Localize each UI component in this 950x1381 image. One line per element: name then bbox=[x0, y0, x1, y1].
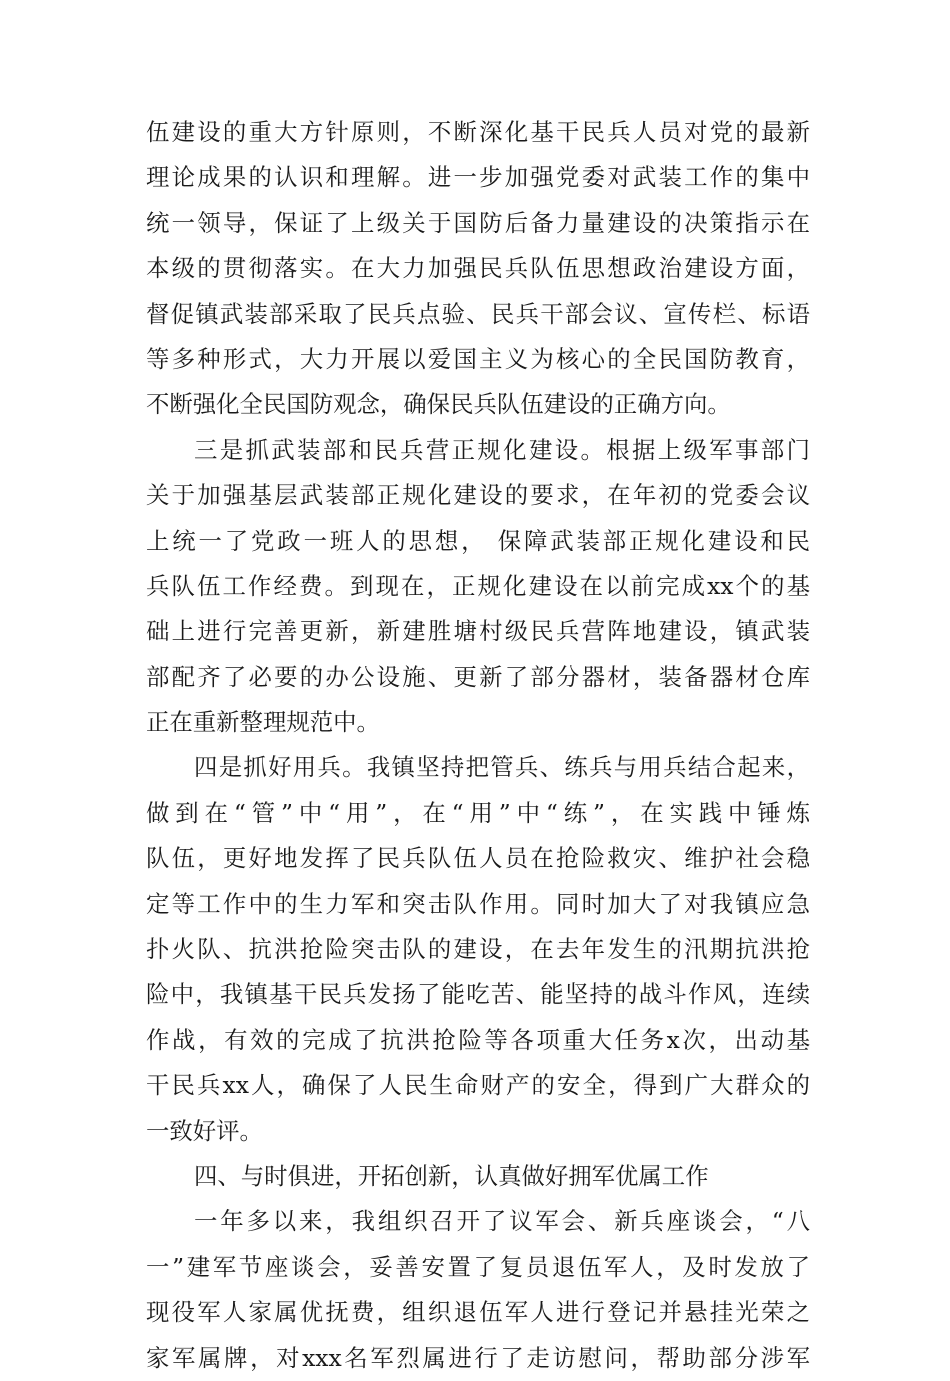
text-line: 统一领导，保证了上级关于国防后备力量建设的决策指示在 bbox=[146, 208, 810, 237]
text-line: 扑火队、抗洪抢险突击队的建设，在去年发生的汛期抗洪抢 bbox=[146, 935, 810, 964]
paragraph-start-line: 一年多以来，我组织召开了议军会、新兵座谈会，“八 bbox=[194, 1207, 810, 1236]
text-line: 关于加强基层武装部正规化建设的要求，在年初的党委会议 bbox=[146, 481, 810, 510]
text-line: 作战，有效的完成了抗洪抢险等各项重大任务x次，出动基 bbox=[146, 1025, 810, 1054]
document-body bbox=[146, 110, 810, 1381]
text-line: 不断强化全民国防观念，确保民兵队伍建设的正确方向。 bbox=[146, 390, 731, 419]
text-line: 部配齐了必要的办公设施、更新了部分器材，装备器材仓库 bbox=[146, 662, 810, 691]
text-line: 等多种形式，大力开展以爱国主义为核心的全民国防教育， bbox=[146, 344, 810, 373]
section-heading: 四、与时俱进，开拓创新，认真做好拥军优属工作 bbox=[194, 1161, 709, 1190]
text-line: 队伍，更好地发挥了民兵队伍人员在抢险救灾、维护社会稳 bbox=[146, 844, 810, 873]
text-line: 一”建军节座谈会，妥善安置了复员退伍军人，及时发放了 bbox=[146, 1252, 810, 1281]
text-line: 现役军人家属优抚费，组织退伍军人进行登记并悬挂光荣之 bbox=[146, 1298, 810, 1327]
text-line: 本级的贯彻落实。在大力加强民兵队伍思想政治建设方面， bbox=[146, 254, 810, 283]
text-line: 兵队伍工作经费。到现在，正规化建设在以前完成xx个的基 bbox=[146, 571, 810, 600]
text-line: 础上进行完善更新，新建胜塘村级民兵营阵地建设，镇武装 bbox=[146, 617, 810, 646]
text-line: 上统一了党政一班人的思想， 保障武装部正规化建设和民 bbox=[146, 526, 810, 555]
text-line: 伍建设的重大方针原则，不断深化基干民兵人员对党的最新 bbox=[146, 118, 810, 146]
text-line: 理论成果的认识和理解。进一步加强党委对武装工作的集中 bbox=[146, 163, 810, 192]
text-line: 险中，我镇基干民兵发扬了能吃苦、能坚持的战斗作风，连续 bbox=[146, 980, 810, 1009]
text-line: 干民兵xx人，确保了人民生命财产的安全，得到广大群众的 bbox=[146, 1071, 810, 1100]
text-line: 定等工作中的生力军和突击队作用。同时加大了对我镇应急 bbox=[146, 889, 810, 918]
text-line: 正在重新整理规范中。 bbox=[146, 708, 380, 737]
text-line: 一致好评。 bbox=[146, 1116, 263, 1145]
paragraph-start-line: 四是抓好用兵。我镇坚持把管兵、练兵与用兵结合起来， bbox=[194, 753, 810, 782]
text-line: 督促镇武装部采取了民兵点验、民兵干部会议、宣传栏、标语 bbox=[146, 299, 810, 328]
text-line: 家军属牌，对xxx名军烈属进行了走访慰问，帮助部分涉军 bbox=[146, 1343, 810, 1372]
text-line: 做到在“管”中“用”，在“用”中“练”，在实践中锤炼 bbox=[146, 798, 810, 827]
paragraph-start-line: 三是抓武装部和民兵营正规化建设。根据上级军事部门 bbox=[194, 435, 810, 464]
